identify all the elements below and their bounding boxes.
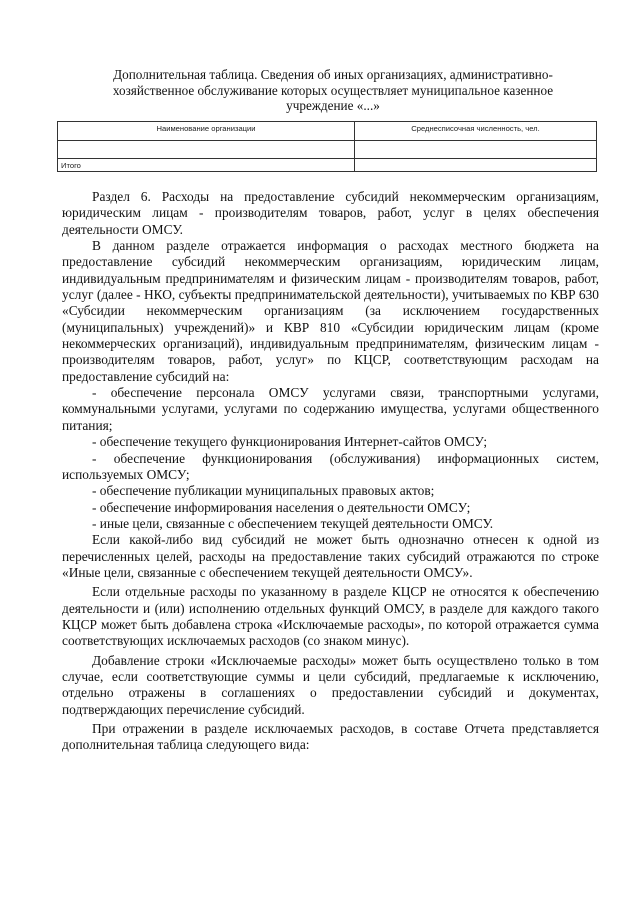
table-cell — [58, 141, 355, 159]
table-caption: Дополнительная таблица. Сведения об иных организациях, административно-хозяйственное обслуживание которых осуществляет муниципальное казенное учреждение «...» — [112, 67, 554, 114]
paragraph: Добавление строки «Исключаемые расходы» может быть осуществлено только в том случае, если соответствующие суммы и цели субсидий, предлагаемые к исключению, отдельно отражены в соглашениях о предоставлении субсидий и документах, подтверждающих перечисление субсидий. — [62, 652, 599, 717]
total-value — [355, 159, 597, 172]
section-6-heading: Раздел 6. Расходы на предоставление субсидий некоммерческим организациям, юридическим лицам - производителям товаров, работ, услуг в целях обеспечения деятельности ОМСУ. — [62, 189, 599, 237]
organizations-table — [57, 121, 597, 172]
table-cell — [355, 141, 597, 159]
table-header-row — [58, 122, 597, 141]
paragraph: Если какой-либо вид субсидий не может быть однозначно отнесен к одной из перечисленных целей, расходы на предоставление таких субсидий отражаются по строке «Иные цели, связанные с обеспечением текущей деятельности ОМСУ». — [62, 532, 599, 580]
paragraph: В данном разделе отражается информация о расходах местного бюджета на предоставление субсидий некоммерческим организациям, юридическим лицам, индивидуальным предпринимателям и физическим лицам - производителям товаров, работ, услуг (далее - НКО, субъекты предпринимательской деятельности), учитываемых по КВР 630 «Субсидии некоммерческим организациям (за исключением государственных (муниципальных) учреждений)» и КВР 810 «Субсидии юридическим лицам (кроме некоммерческих организаций), индивидуальным предпринимателям, физическим лицам - производителям товаров, работ, услуг» по КЦСР, соответствующим расходам на предоставление субсидий на: — [62, 238, 599, 384]
header-average-headcount: Среднесписочная численность, чел. — [355, 122, 597, 141]
header-organization-name: Наименование организации — [58, 122, 355, 141]
list-item: - обеспечение персонала ОМСУ услугами связи, транспортными услугами, коммунальными услугами, услугами по содержанию имущества, услугами общественного питания; — [62, 385, 599, 433]
list-item: - обеспечение информирования населения о деятельности ОМСУ; — [92, 499, 471, 515]
paragraph: Если отдельные расходы по указанному в разделе КЦСР не относятся к обеспечению деятельности и (или) исполнению отдельных функций ОМСУ, в разделе для каждого такого КЦСР может быть добавлена строка «Исключаемые расходы», по которой отражается сумма соответствующих исключаемых расходов (со знаком минус). — [62, 584, 599, 649]
list-item: - обеспечение текущего функционирования Интернет-сайтов ОМСУ; — [92, 434, 488, 450]
total-label: Итого — [58, 159, 355, 172]
paragraph: При отражении в разделе исключаемых расходов, в составе Отчета представляется дополнительная таблица следующего вида: — [62, 721, 599, 753]
list-item: - иные цели, связанные с обеспечением текущей деятельности ОМСУ. — [92, 515, 494, 531]
list-item: - обеспечение функционирования (обслуживания) информационных систем, используемых ОМСУ; — [62, 450, 599, 482]
table-empty-row — [58, 141, 597, 159]
table-total-row — [58, 159, 597, 172]
document-body — [62, 189, 599, 754]
list-item: - обеспечение публикации муниципальных правовых актов; — [92, 483, 435, 499]
